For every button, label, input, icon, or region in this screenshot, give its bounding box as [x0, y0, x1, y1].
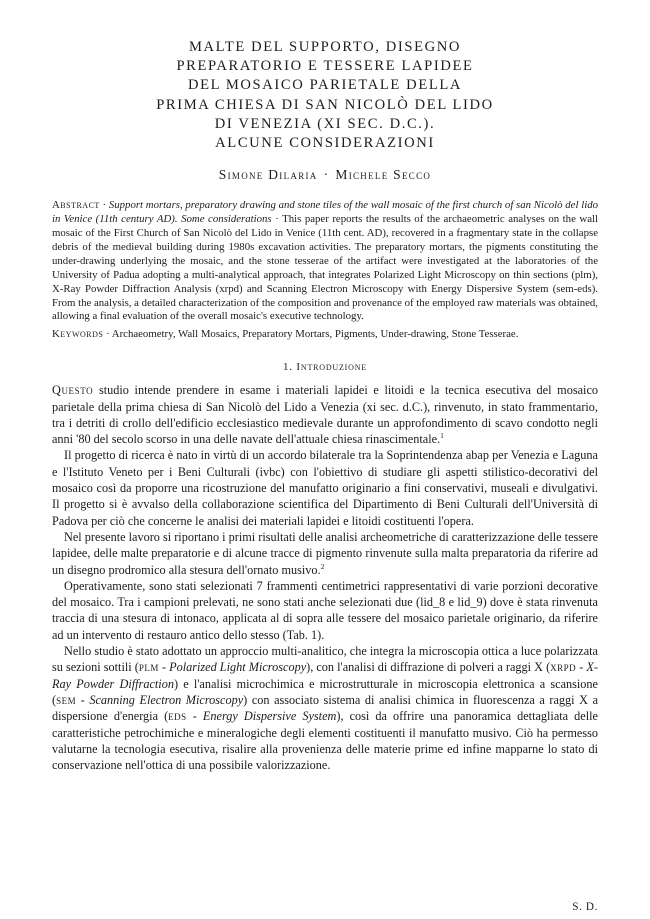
article-page: [52, 38, 599, 913]
title-line: DI VENEZIA (XI SEC. D.C.).: [214, 115, 436, 132]
paragraph: [52, 529, 598, 578]
abstract-text: This paper reports the results of the archaeometric analyses on the wall mosaic of the First Church of San Nicolò del Lido in Venice (11th cent. AD), recovered in a fragmentary state in the collapse debris of the medieval building during 1980s excavation activities. The preparatory mortars, the pigments constituting the under-drawing underlying the mosaic, and the stone tesserae of the artifact were investigated at the laboratories of the University of Padua adopting a multi-analytical approach, that integrates Polarized Light Microscopy on thin sections (plm), X-Ray Powder Diffraction Analysis (xrpd) and Scanning Electron Microscopy with Energy Dispersive System (sem-eds). From the analysis, a detailed characterization of the composition and provenance of the employed raw materials was obtained, allowing a final evaluation of the overall mosaic's executive technology.: [52, 213, 598, 323]
paragraph-text: ), così da offrire una panoramica dettagliata delle caratteristiche petrochimiche e mineralogiche degli elementi costituenti il manufatto musivo. Ciò ha permesso valutarne la tecnologia esecutiva, risalire alla provenienza delle materie prime ed infine mapparne lo stato di conservazione nell'ottica di una possibile valorizzazione.: [52, 709, 598, 773]
acronym: xrpd: [550, 660, 577, 675]
author-separator: ·: [323, 167, 330, 183]
section-heading: 1. Introduzione: [283, 361, 367, 374]
paragraph: [52, 643, 598, 773]
title-line: PREPARATORIO E TESSERE LAPIDEE: [176, 58, 474, 75]
abstract-english-title: Support mortars, preparatory drawing and stone tiles of the wall mosaic of the first church of san Nicolò del lido in Venice (11th century AD). Some considerations: [52, 199, 598, 226]
title-line: DEL MOSAICO PARIETALE DELLA: [187, 77, 463, 94]
title-line: MALTE DEL SUPPORTO, DISEGNO: [188, 39, 462, 55]
paragraph-text: ) e l'analisi microchimica e microstrutturale in microscopia elettronica a scansione (: [52, 676, 598, 707]
acronym: plm: [138, 660, 159, 675]
keywords: [52, 328, 598, 342]
paragraph: [52, 578, 598, 643]
acronym-expansion: - Polarized Light Microscopy: [158, 660, 307, 675]
footnote-ref[interactable]: 1: [440, 431, 444, 441]
paragraph-text: Nel presente lavoro si riportano i primi risultati delle analisi archeometriche di caratterizzazione delle tessere lapidee, delle malte preparatorie e di alcune tracce di pigmento rinvenute sulla malta preparatoria da riferire ad un disegno prodromico alla stesura dell'ornato musivo.: [52, 529, 599, 577]
abstract-label: Abstract: [52, 199, 100, 212]
footnote-ref[interactable]: 2: [320, 561, 325, 571]
paragraph-text: Nello studio è stato adottato un approccio multi-analitico, che integra la microscopia ottica a luce polarizzata su sezioni sottili (: [52, 644, 598, 675]
paragraph-text: Il progetto di ricerca è nato in virtù di un accordo bilaterale tra la Soprintendenza abap per Venezia e Laguna e l'Istituto Veneto per i Beni Culturali (ivbc) con l'obiettivo di studiare gli aspetti stilistico-decorativi del mosaico così da proporre una ricostruzione del manufatto originario a fini conservativi, museali e divulgativi. Il progetto si è avvalso della collaborazione scientifica del Dipartimento di Beni Culturali dell'Università di Padova per ciò che concerne le analisi dei materiali lapidei e litoidi costituenti l'opera.: [52, 448, 598, 528]
paragraph-text: ), con l'analisi di diffrazione di polveri a raggi X (: [306, 660, 551, 675]
keywords-text: Archaeometry, Wall Mosaics, Preparatory Mortars, Pigments, Under-drawing, Stone Tesserae.: [111, 328, 519, 341]
abstract-separator: ·: [271, 213, 283, 226]
abstract: [52, 199, 598, 324]
article-body: [52, 382, 598, 773]
author-initials: S. D.: [572, 901, 598, 913]
acronym: sem: [56, 692, 77, 707]
paragraph: [52, 447, 598, 528]
keywords-label: Keywords: [52, 328, 104, 341]
acronym-expansion: - Energy Dispersive System: [186, 709, 337, 724]
title-line: PRIMA CHIESA DI SAN NICOLÒ DEL LIDO: [156, 96, 494, 113]
acronym: eds: [168, 709, 187, 724]
paragraph-text: Operativamente, sono stati selezionati 7 frammenti centimetrici rappresentativi di varie porzioni decorative del mosaico. Tra i campioni prelevati, ne sono stati anche selezionati due (lid_8 e lid_9) dove è stata rinvenuta traccia di una stesura di intonaco, applicata al di sopra alle tessere del mosaico parietale originario, da riferire ad un intervento di restauro antico dello stesso (Tab. 1).: [52, 578, 598, 642]
acronym-expansion: - Scanning Electron Microscopy: [76, 692, 244, 707]
keywords-separator: ·: [103, 328, 112, 341]
title-line: ALCUNE CONSIDERAZIONI: [215, 135, 435, 152]
author-name: Simone Dilaria: [218, 167, 318, 183]
paragraph-text: studio intende prendere in esame i materiali lapidei e litoidi e la tecnica esecutiva del mosaico parietale della prima chiesa di San Nicolò del Lido a Venezia (xi sec. d.C.), rinvenuto, in stato frammentario, tra i detriti di crollo dell'edificio ecclesiastico medievale durante un approfondimento di scavo condotto negli anni '80 del secolo scorso in una delle navate dell'attuale chiesa rinascimentale.: [52, 383, 598, 447]
abstract-separator: ·: [99, 199, 109, 212]
opening-word: Questo: [52, 383, 94, 398]
author-name: Michele Secco: [335, 167, 432, 183]
article-title: [52, 38, 598, 153]
paragraph: [52, 382, 598, 447]
paragraph-text: ) con associato sistema di analisi chimica in fluorescenza a raggi X a dispersione d'energia (: [52, 692, 599, 724]
acronym-expansion: - X-Ray Powder Diffraction: [52, 660, 598, 691]
authors-line: [52, 167, 598, 183]
